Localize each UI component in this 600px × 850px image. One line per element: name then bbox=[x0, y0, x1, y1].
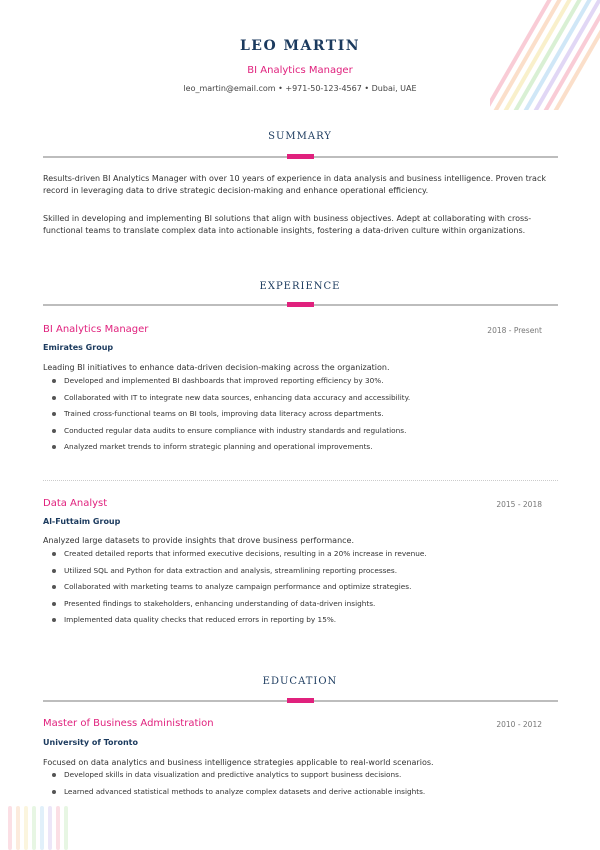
decorative-stripes-bottom-left bbox=[4, 800, 84, 850]
summary-paragraph-1: Results-driven BI Analytics Manager with over 10 years of experience in data analysis and business intelligence. Proven track record in leveraging data to drive strategic decision-making and enhance operational efficiency. bbox=[43, 174, 546, 195]
list-item: Collaborated with IT to integrate new data sources, enhancing data accuracy and accessibility. bbox=[52, 392, 552, 409]
job-description: Analyzed large datasets to provide insights that drove business performance. bbox=[43, 536, 355, 545]
contact-line: leo_martin@email.com • +971-50-123-4567 • Dubai, UAE bbox=[183, 84, 417, 93]
degree-dates: 2010 - 2012 bbox=[496, 720, 542, 729]
degree-description: Focused on data analytics and business intelligence strategies applicable to real-world scenarios. bbox=[43, 758, 434, 767]
list-item: Conducted regular data audits to ensure compliance with industry standards and regulations. bbox=[52, 425, 552, 442]
education-heading: EDUCATION bbox=[262, 676, 338, 687]
job-title: Data Analyst bbox=[43, 498, 108, 509]
experience-heading: EXPERIENCE bbox=[259, 281, 341, 292]
education-accent bbox=[287, 698, 314, 703]
job-separator bbox=[43, 480, 558, 481]
list-item: Developed and implemented BI dashboards that improved reporting efficiency by 30%. bbox=[52, 375, 552, 392]
list-item: Developed skills in data visualization and predictive analytics to support business decisions. bbox=[52, 769, 552, 786]
job-dates: 2015 - 2018 bbox=[496, 500, 542, 509]
list-item: Trained cross-functional teams on BI tools, improving data literacy across departments. bbox=[52, 408, 552, 425]
list-item: Utilized SQL and Python for data extraction and analysis, streamlining reporting processes. bbox=[52, 565, 552, 582]
list-item: Implemented data quality checks that reduced errors in reporting by 15%. bbox=[52, 614, 552, 631]
list-item: Created detailed reports that informed executive decisions, resulting in a 20% increase in revenue. bbox=[52, 548, 552, 565]
job-organization: Emirates Group bbox=[43, 343, 114, 352]
job-organization: Al-Futtaim Group bbox=[43, 517, 121, 526]
candidate-title: BI Analytics Manager bbox=[247, 65, 353, 76]
summary-paragraph-2: Skilled in developing and implementing BI solutions that align with business objectives. Adept at collaborating with cross-functional teams to translate complex data into actionable insights, fostering a data-driven culture within organizations. bbox=[43, 214, 532, 235]
job-bullet-list bbox=[52, 375, 552, 458]
degree-bullet-list bbox=[52, 769, 552, 802]
decorative-stripes-top-right bbox=[490, 0, 600, 110]
list-item: Collaborated with marketing teams to analyze campaign performance and optimize strategies. bbox=[52, 581, 552, 598]
candidate-name: LEO MARTIN bbox=[239, 38, 361, 54]
list-item: Analyzed market trends to inform strategic planning and operational improvements. bbox=[52, 441, 552, 458]
list-item: Learned advanced statistical methods to analyze complex datasets and derive actionable insights. bbox=[52, 786, 552, 803]
experience-accent bbox=[287, 302, 314, 307]
university-name: University of Toronto bbox=[43, 738, 138, 747]
degree-title: Master of Business Administration bbox=[43, 718, 214, 729]
job-description: Leading BI initiatives to enhance data-driven decision-making across the organization. bbox=[43, 363, 390, 372]
job-dates: 2018 - Present bbox=[487, 326, 542, 335]
summary-accent bbox=[287, 154, 314, 159]
summary-heading: SUMMARY bbox=[268, 131, 332, 142]
job-bullet-list bbox=[52, 548, 552, 631]
list-item: Presented findings to stakeholders, enhancing understanding of data-driven insights. bbox=[52, 598, 552, 615]
job-title: BI Analytics Manager bbox=[43, 324, 149, 335]
